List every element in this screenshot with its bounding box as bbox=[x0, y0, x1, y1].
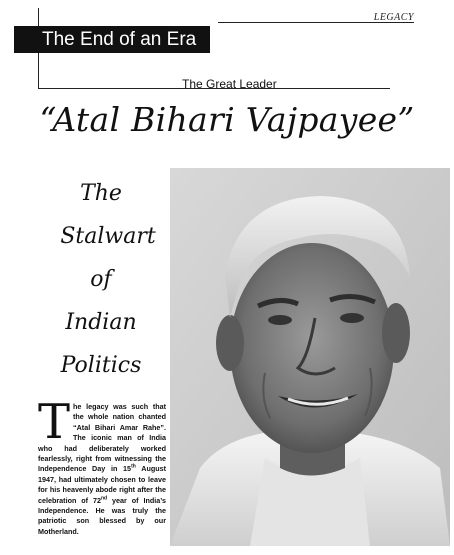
banner-title: The End of an Era bbox=[14, 26, 210, 53]
section-label: LEGACY bbox=[373, 12, 414, 23]
article-body bbox=[38, 394, 167, 552]
subheading: The Great Leader bbox=[182, 77, 277, 91]
drop-cap: T bbox=[38, 394, 71, 450]
body-text-part: he legacy was such that the whole nation chanted “Atal Bihari Amar Rahe”. The iconic man of India who had deliberately worked fearlessly, right from witnessing the Independence Day in 15 bbox=[38, 402, 166, 474]
body-text-part: August 1947, had ultimately chosen to leave for his heavenly abode right after the celebration of 72 bbox=[38, 464, 167, 505]
rule-middle bbox=[38, 88, 180, 89]
ordinal-suffix: nd bbox=[101, 495, 108, 502]
side-heading-line: Indian bbox=[65, 310, 137, 335]
side-heading-line: The bbox=[80, 181, 122, 206]
portrait-photo bbox=[170, 168, 450, 546]
side-heading-line: Politics bbox=[60, 353, 142, 378]
side-heading-line: of bbox=[90, 267, 112, 292]
page-title: “Atal Bihari Vajpayee” bbox=[39, 100, 415, 139]
side-heading-line: Stalwart bbox=[60, 224, 156, 249]
ordinal-suffix: th bbox=[131, 464, 136, 471]
side-heading bbox=[36, 172, 166, 387]
body-text-part: year of India’s Independence. He was truly the patriotic son blessed by our Motherland. bbox=[38, 495, 166, 536]
